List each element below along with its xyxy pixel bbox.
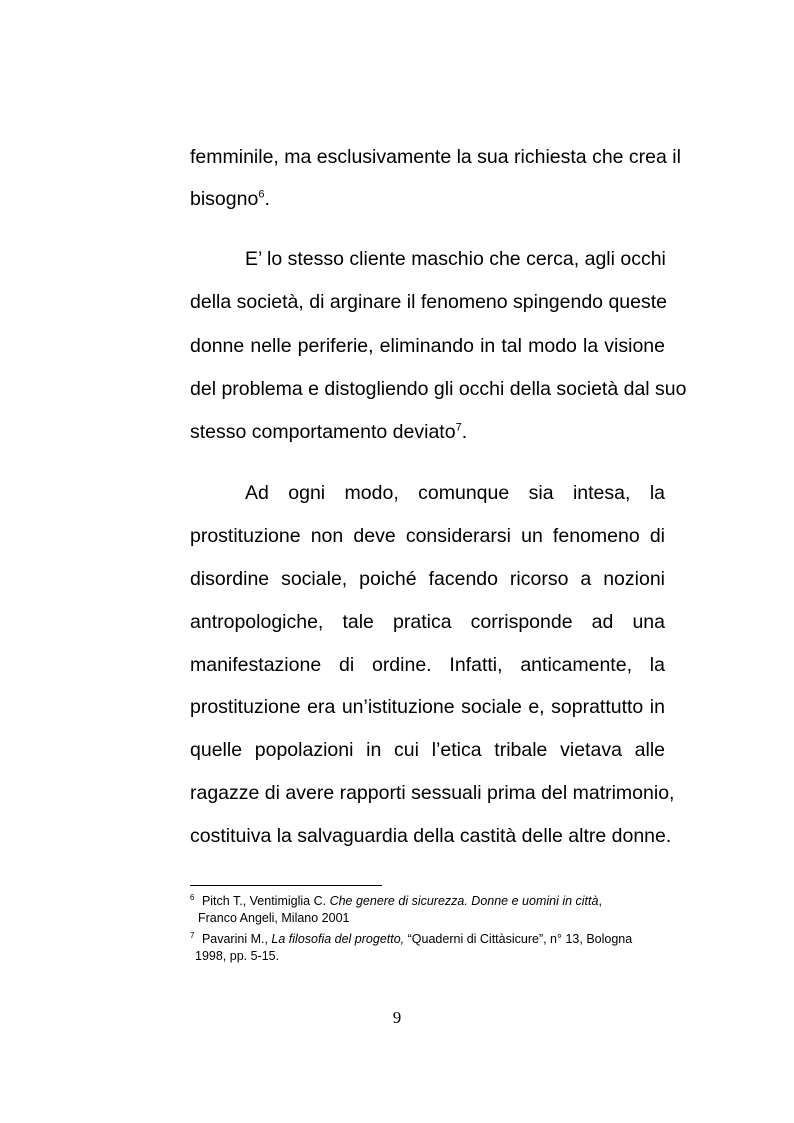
footnote-6 [190, 893, 670, 927]
footnote-line: Franco Angeli, Milano 2001 [198, 911, 350, 925]
footnote-ref-7[interactable]: 7 [455, 421, 462, 434]
text-line [190, 186, 665, 212]
footnote-rest: “Quaderni di Cittàsicure”, n° 13, Bologna [407, 932, 633, 946]
text-line: disordine sociale, poiché facendo ricorso a nozioni [190, 568, 665, 590]
text-line: prostituzione non deve considerarsi un fenomeno di [190, 525, 665, 547]
footnote-number: 6 [190, 892, 195, 902]
text-line: del problema e distogliendo gli occhi della società dal suo [190, 378, 687, 400]
footnote-7 [190, 931, 670, 965]
text-line: donne nelle periferie, eliminando in tal modo la visione [190, 335, 665, 357]
text-fragment: bisogno [190, 188, 259, 210]
page-number: 9 [392, 1008, 402, 1027]
footnote-line [190, 931, 670, 948]
text-line: prostituzione era un’istituzione sociale e, soprattutto in [190, 696, 665, 718]
footnote-author: Pitch T., Ventimiglia C. [201, 894, 327, 908]
punctuation: . [461, 421, 468, 443]
punctuation: . [264, 188, 270, 210]
text-line: Ad ogni modo, comunque sia intesa, la [245, 482, 665, 504]
footnote-author: Pavarini M., [201, 932, 268, 946]
footnote-line [190, 893, 670, 910]
text-line: ragazze di avere rapporti sessuali prima del matrimonio, [190, 782, 675, 804]
footnote-ref-6[interactable]: 6 [258, 188, 265, 201]
footnote-number: 7 [190, 930, 195, 940]
text-line: antropologiche, tale pratica corrisponde ad una [190, 611, 665, 633]
text-line: E’ lo stesso cliente maschio che cerca, agli occhi [245, 248, 666, 270]
footnote-rest: , [598, 894, 602, 908]
text-line: manifestazione di ordine. Infatti, anticamente, la [190, 654, 665, 676]
footnote-separator [190, 885, 382, 886]
footnote-title: Che genere di sicurezza. Donne e uomini in città [329, 894, 599, 908]
text-line: costituiva la salvaguardia della castità delle altre donne. [190, 825, 672, 847]
text-line: femminile, ma esclusivamente la sua richiesta che crea il [190, 146, 681, 168]
text-fragment: stesso comportamento deviato [190, 421, 456, 443]
text-line: della società, di arginare il fenomeno spingendo queste [190, 291, 667, 313]
footnote-line: 1998, pp. 5-15. [195, 949, 280, 963]
footnote-title: La filosofia del progetto, [271, 932, 405, 946]
text-line [190, 419, 665, 445]
text-line: quelle popolazioni in cui l’etica tribale vietava alle [190, 739, 665, 761]
